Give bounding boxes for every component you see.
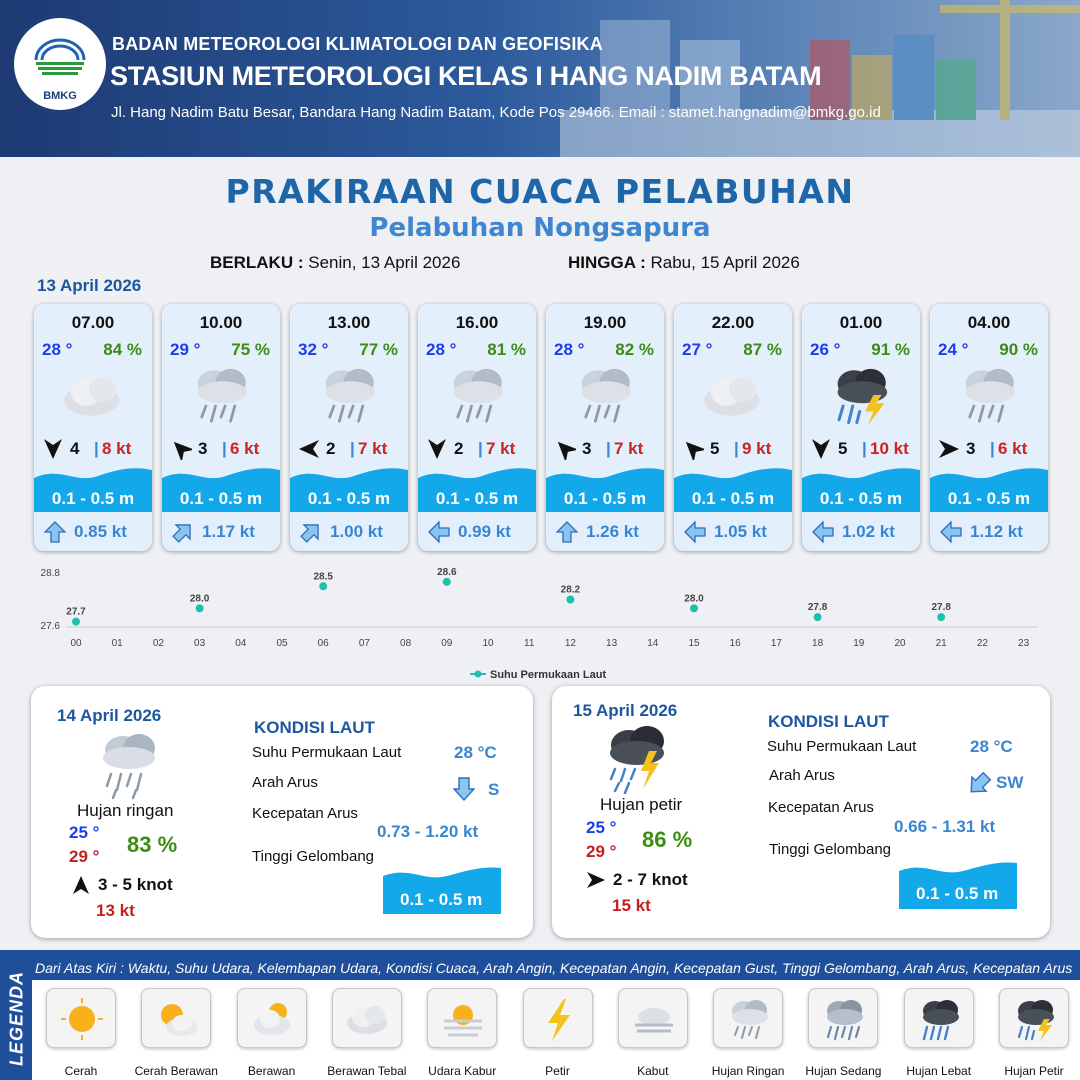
bmkg-logo [14,18,106,110]
card-temperature: 27 ° [682,340,713,359]
card-wave-height: 0.1 - 0.5 m [51,489,135,508]
card-current [546,512,664,551]
card-wind [808,437,914,461]
day2-gust: 13 kt [96,901,135,920]
card-time: 13.00 [327,313,371,332]
page-title: PRAKIRAAN CUACA PELABUHAN [225,172,855,211]
current-direction-icon [812,521,834,543]
sst-data-label: 28.6 [437,566,457,578]
validity-to-value: Rabu, 15 April 2026 [650,253,800,272]
hujan-petir-icon [1010,995,1060,1043]
wind-direction-icon [426,438,448,460]
wind-direction-icon [554,438,576,460]
y-tick-label: 27.6 [40,621,60,632]
card-separator: | [478,439,483,458]
header-banner [0,0,1080,157]
legend-item [237,988,307,1048]
sst-data-point [72,618,80,626]
day1-date: 13 April 2026 [37,276,142,295]
day3-gust: 15 kt [612,896,651,915]
x-tick-label: 20 [894,638,906,649]
x-tick-label: 04 [235,638,247,649]
card-current-speed: 1.12 kt [970,522,1023,541]
sst-data-label: 28.5 [313,571,333,583]
card-gust: 7 kt [358,439,388,458]
card-current [802,512,920,551]
card-separator: | [990,439,995,458]
day2-kondisi-title: KONDISI LAUT [254,718,375,737]
day3-kondisi-title: KONDISI LAUT [768,712,889,731]
sst-chart-svg [30,562,1050,682]
hujan-ringan-icon [724,995,774,1043]
card-current-speed: 1.00 kt [330,522,383,541]
card-wave-height: 0.1 - 0.5 m [435,489,519,508]
day3-current-speed-label: Kecepatan Arus [768,799,874,816]
day2-panel [31,686,533,938]
current-direction-icon [684,521,706,543]
bmkg-emblem-icon [32,38,88,78]
card-time: 04.00 [967,313,1011,332]
card-current [418,512,536,551]
card-current-speed: 1.17 kt [202,522,255,541]
legend-item [46,988,116,1048]
card-time: 19.00 [583,313,627,332]
wind-direction-icon [586,870,606,890]
card-separator: | [606,439,611,458]
card-time: 01.00 [839,313,883,332]
legend-item [141,988,211,1048]
day3-current-speed: 0.66 - 1.31 kt [894,817,996,836]
current-direction-icon [428,521,450,543]
legend-item [999,988,1069,1048]
card-current-speed: 1.02 kt [842,522,895,541]
hujan-petir-icon [826,362,896,428]
hujan-ringan-icon [954,362,1024,428]
chart-legend-label: Suhu Permukaan Laut [490,669,607,681]
legend-note: Dari Atas Kiri : Waktu, Suhu Udara, Kelembapan Udara, Kondisi Cuaca, Arah Angin, Kecepatan Angin, Kecepatan Gust, Tinggi Gelombang, Arah Arus, Kecepatan Arus [35,960,1073,976]
card-wind-speed: 5 [838,439,848,458]
x-tick-label: 18 [812,638,824,649]
validity-from-value: Senin, 13 April 2026 [308,253,461,272]
card-gust: 9 kt [742,439,772,458]
day2-temp-min: 25 ° [69,823,100,842]
card-separator: | [94,439,99,458]
legend-item-label: Hujan Lebat [906,1064,972,1078]
day3-temp-min: 25 ° [586,818,617,837]
sst-data-point [443,578,451,586]
card-wind [40,437,146,461]
card-humidity: 75 % [231,340,270,359]
card-current [162,512,280,551]
x-tick-label: 13 [606,638,618,649]
y-tick-label: 28.8 [40,568,60,579]
x-tick-label: 00 [70,638,82,649]
card-current [290,512,408,551]
station-address: Jl. Hang Nadim Batu Besar, Bandara Hang Nadim Batam, Kode Pos 29466. Email : stamet.hangnadim@bmkg.go.id [111,104,881,121]
legend-title-box [2,960,32,1080]
card-current [34,512,152,551]
card-time: 07.00 [71,313,115,332]
card-wind [552,437,658,461]
legend-item-label: Hujan Petir [1004,1064,1064,1078]
x-tick-label: 11 [524,638,535,649]
forecast-card [290,304,408,551]
card-current [930,512,1048,551]
legend-item-label: Berawan [247,1064,296,1078]
forecast-card [802,304,920,551]
current-direction-icon [172,521,194,543]
hujan-sedang-icon [819,995,869,1043]
forecast-card [162,304,280,551]
card-wind [424,437,530,461]
x-tick-label: 01 [111,638,123,649]
day2-humidity: 83 % [127,832,178,857]
sst-data-label: 28.2 [560,584,581,596]
x-tick-label: 05 [276,638,288,649]
current-direction-icon [300,521,322,543]
wind-direction-icon [170,438,192,460]
legend-item [618,988,688,1048]
sst-data-point [814,613,822,621]
validity-from-label: BERLAKU : [210,253,304,272]
udara-kabur-icon [438,995,488,1043]
card-temperature: 32 ° [298,340,329,359]
card-wave-height: 0.1 - 0.5 m [691,489,775,508]
legend-item [713,988,783,1048]
legend-marker [475,671,482,678]
card-humidity: 81 % [487,340,526,359]
day2-date: 14 April 2026 [57,706,162,725]
legend-item-label: Cerah [64,1064,98,1078]
card-time: 10.00 [199,313,243,332]
hujan-ringan-icon [442,362,512,428]
day3-wave: 0.1 - 0.5 m [916,884,999,903]
card-wind [680,437,786,461]
card-temperature: 26 ° [810,340,841,359]
day3-wind: 2 - 7 knot [613,870,688,889]
card-wind-speed: 3 [582,439,592,458]
legend-item-label: Hujan Ringan [711,1064,785,1078]
logo-text: BMKG [43,90,77,102]
card-separator: | [862,439,867,458]
x-tick-label: 08 [400,638,412,649]
day2-current-dir: S [488,780,500,799]
forecast-card [930,304,1048,551]
current-direction-icon [556,521,578,543]
legend-item [904,988,974,1048]
day2-current-speed-label: Kecepatan Arus [252,805,358,822]
sst-data-point [937,613,945,621]
legend-section [0,950,1080,1080]
berawan-tebal-icon [343,995,393,1043]
day3-date: 15 April 2026 [573,701,678,720]
day3-humidity: 86 % [642,827,693,852]
x-tick-label: 10 [482,638,494,649]
berawan-tebal-icon [58,362,128,428]
day2-current-speed: 0.73 - 1.20 kt [377,822,479,841]
card-current-speed: 0.85 kt [74,522,127,541]
day3-condition: Hujan petir [600,795,683,814]
wind-direction-icon [810,438,832,460]
card-gust: 10 kt [870,439,909,458]
card-humidity: 90 % [999,340,1038,359]
x-tick-label: 16 [729,638,741,649]
card-humidity: 77 % [359,340,398,359]
legend-item [808,988,878,1048]
card-humidity: 84 % [103,340,142,359]
card-time: 22.00 [711,313,755,332]
card-wind-speed: 5 [710,439,720,458]
x-tick-label: 14 [647,638,659,649]
petir-icon [534,995,584,1043]
day3-sst-label: Suhu Permukaan Laut [767,738,917,755]
x-tick-label: 02 [152,638,164,649]
legend-item [427,988,497,1048]
day2-wave-label: Tinggi Gelombang [252,848,375,865]
wind-direction-icon [682,438,704,460]
hujan-ringan-icon [186,362,256,428]
cerah-berawan-icon [152,995,202,1043]
forecast-card [418,304,536,551]
sst-data-label: 27.8 [807,602,828,614]
card-humidity: 82 % [615,340,654,359]
x-tick-label: 19 [853,638,865,649]
hujan-ringan-icon [314,362,384,428]
card-current-speed: 1.05 kt [714,522,767,541]
x-tick-label: 17 [770,638,782,649]
x-tick-label: 23 [1018,638,1030,649]
berawan-icon [248,995,298,1043]
legend-item [523,988,593,1048]
card-temperature: 28 ° [426,340,457,359]
day2-condition: Hujan ringan [77,801,174,820]
sst-chart [30,562,1050,682]
card-current-speed: 1.26 kt [586,522,639,541]
card-gust: 8 kt [102,439,132,458]
card-time: 16.00 [455,313,499,332]
card-wind-speed: 2 [326,439,336,458]
legend-item-label: Berawan Tebal [327,1064,407,1078]
card-wind [168,437,274,461]
day3-panel [552,686,1050,938]
card-wind [296,437,402,461]
x-tick-label: 22 [976,638,988,649]
wind-direction-icon [42,438,64,460]
x-tick-label: 09 [441,638,453,649]
kabut-icon [629,995,679,1043]
day2-wave: 0.1 - 0.5 m [400,890,483,909]
legend-item [332,988,402,1048]
legend-item-label: Kabut [637,1064,669,1078]
card-separator: | [350,439,355,458]
day2-wind: 3 - 5 knot [98,875,173,894]
card-gust: 7 kt [614,439,644,458]
sst-data-point [196,604,204,612]
day2-current-dir-label: Arah Arus [252,774,318,791]
day3-temp-max: 29 ° [586,842,617,861]
x-tick-label: 03 [194,638,206,649]
hujan-ringan-icon [89,726,169,800]
card-temperature: 24 ° [938,340,969,359]
day3-wave-label: Tinggi Gelombang [769,841,892,858]
card-wind-speed: 2 [454,439,464,458]
x-tick-label: 12 [564,638,576,649]
hujan-lebat-icon [915,995,965,1043]
wind-direction-icon [71,875,91,895]
wind-direction-icon [298,438,320,460]
card-current [674,512,792,551]
day2-sst-value: 28 °C [454,743,497,762]
current-direction-icon [966,771,992,797]
hujan-ringan-icon [570,362,640,428]
cerah-icon [57,995,107,1043]
station-name: STASIUN METEOROLOGI KELAS I HANG NADIM BATAM [110,61,822,91]
sst-data-point [690,604,698,612]
org-name: BADAN METEOROLOGI KLIMATOLOGI DAN GEOFISIKA [112,34,603,54]
card-wind-speed: 3 [966,439,976,458]
current-direction-icon [44,521,66,543]
legend-item-label: Hujan Sedang [805,1064,882,1078]
card-wave-height: 0.1 - 0.5 m [947,489,1031,508]
port-name: Pelabuhan Nongsapura [369,213,711,243]
forecast-card [546,304,664,551]
card-wave-height: 0.1 - 0.5 m [563,489,647,508]
legend-title: LEGENDA [6,971,27,1067]
card-wave-height: 0.1 - 0.5 m [307,489,391,508]
card-gust: 6 kt [230,439,260,458]
sst-data-point [566,596,574,604]
current-direction-icon [451,776,477,802]
sst-data-label: 27.8 [931,602,951,614]
legend-item-label: Petir [545,1064,570,1078]
x-tick-label: 21 [935,638,947,649]
card-gust: 7 kt [486,439,516,458]
day3-sst-value: 28 °C [970,737,1013,756]
card-wind-speed: 3 [198,439,208,458]
day2-sst-label: Suhu Permukaan Laut [252,744,402,761]
card-wave-height: 0.1 - 0.5 m [819,489,903,508]
card-humidity: 87 % [743,340,782,359]
x-tick-label: 06 [317,638,329,649]
validity-to-label: HINGGA : [568,253,646,272]
card-separator: | [734,439,739,458]
sst-data-label: 27.7 [66,606,86,618]
sst-data-label: 28.0 [684,593,704,605]
forecast-card [34,304,152,551]
card-wave-height: 0.1 - 0.5 m [179,489,263,508]
card-temperature: 28 ° [42,340,73,359]
hujan-petir-icon [597,721,677,795]
day3-current-dir: SW [996,773,1024,792]
berawan-tebal-icon [698,362,768,428]
card-wind [936,437,1042,461]
card-temperature: 29 ° [170,340,201,359]
validity-to [568,253,800,273]
card-gust: 6 kt [998,439,1028,458]
current-direction-icon [940,521,962,543]
sst-data-label: 28.0 [189,593,210,605]
card-temperature: 28 ° [554,340,585,359]
day3-current-dir-label: Arah Arus [769,767,835,784]
forecast-card [674,304,792,551]
card-separator: | [222,439,227,458]
x-tick-label: 15 [688,638,700,649]
wind-direction-icon [938,438,960,460]
card-humidity: 91 % [871,340,910,359]
day2-temp-max: 29 ° [69,847,100,866]
legend-item-label: Udara Kabur [428,1064,497,1078]
sst-data-point [319,582,327,590]
card-wind-speed: 4 [70,439,80,458]
card-current-speed: 0.99 kt [458,522,511,541]
validity-from [210,253,460,273]
legend-item-label: Cerah Berawan [134,1064,218,1078]
x-tick-label: 07 [358,638,370,649]
